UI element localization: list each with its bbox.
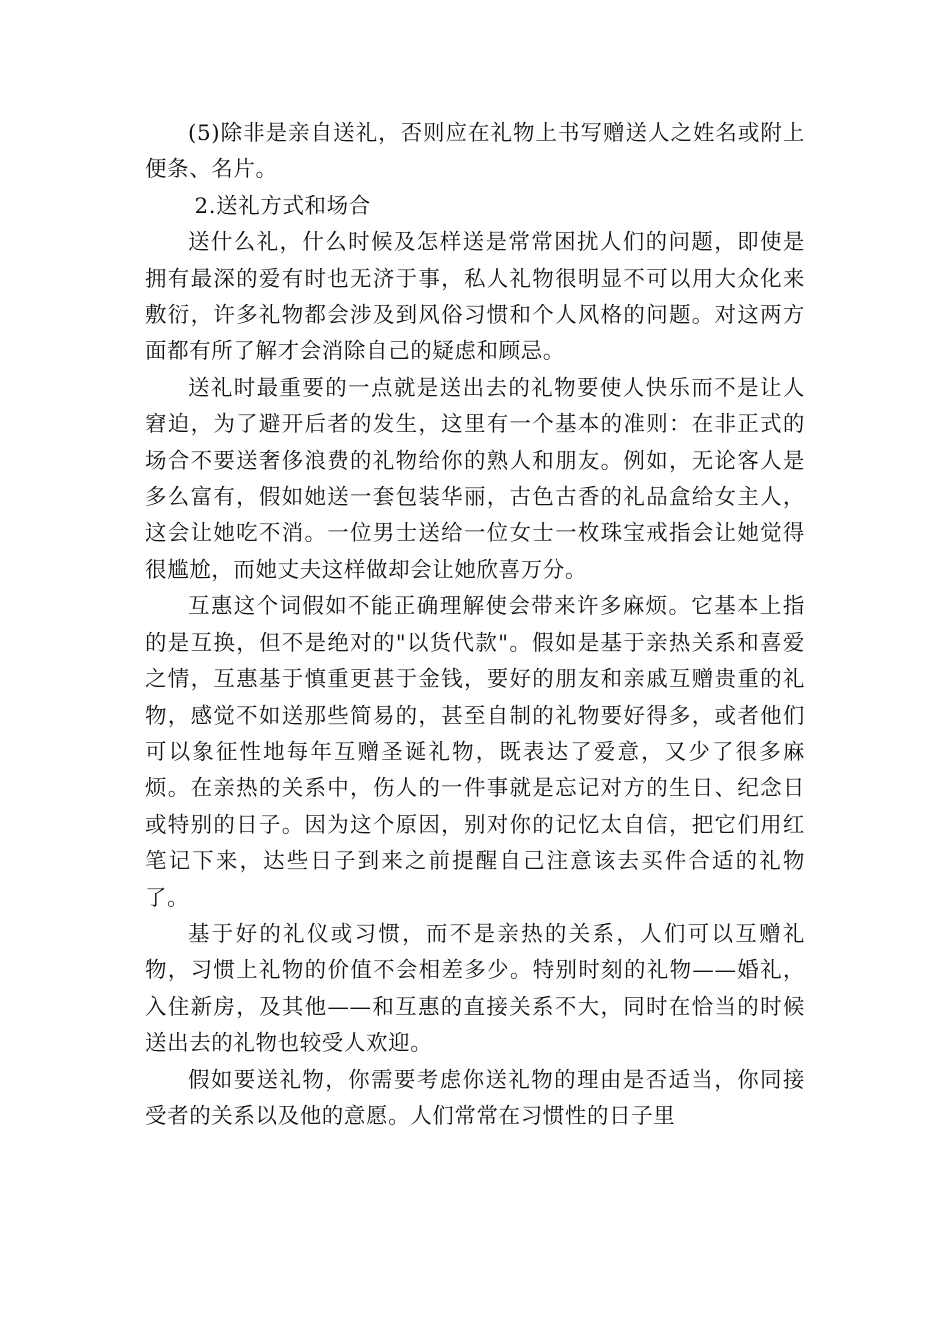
paragraph-etiquette-habit: 基于好的礼仪或习惯，而不是亲热的关系，人们可以互赠礼物，习惯上礼物的价值不会相差多少。特别时刻的礼物——婚礼，入住新房，及其他——和互惠的直接关系不大，同时在恰当的时候送出去的礼物也较受人欢迎。	[145, 921, 805, 1057]
paragraph-reciprocity: 互惠这个词假如不能正确理解使会带来许多麻烦。它基本上指的是互换，但不是绝对的"以货代款"。假如是基于亲热关系和喜爱之情，互惠基于慎重更甚于金钱，要好的朋友和亲戚互赠贵重的礼物，感觉不如送那些简易的，甚至自制的礼物要好得多，或者他们可以象征性地每年互赠圣诞礼物，既表达了爱意，又少了很多麻烦。在亲热的关系中，伤人的一件事就是忘记对方的生日、纪念日或特别的日子。因为这个原因，别对你的记忆太自信，把它们用红笔记下来，达些日子到来之前提醒自己注意该去买件合适的礼物了。	[145, 594, 805, 911]
paragraph-most-important-point: 送礼时最重要的一点就是送出去的礼物要使人快乐而不是让人窘迫，为了避开后者的发生，这里有一个基本的准则：在非正式的场合不要送奢侈浪费的礼物给你的熟人和朋友。例如，无论客人是多么富有，假如她送一套包装华丽，古色古香的礼品盒给女主人，这会让她吃不消。一位男士送给一位女士一枚珠宝戒指会让她觉得很尴尬，而她丈夫这样做却会让她欣喜万分。	[145, 375, 805, 583]
document-body	[145, 116, 805, 1135]
section-heading-gift-methods: 2.送礼方式和场合	[194, 193, 371, 219]
paragraph-what-to-give: 送什么礼，什么时候及怎样送是常常困扰人们的问题，即使是拥有最深的爱有时也无济于事，私人礼物很明显不可以用大众化来敷衍，许多礼物都会涉及到风俗习惯和个人风格的问题。对这两方面都有所了解才会消除自己的疑虑和顾忌。	[145, 230, 805, 365]
paragraph-reasons-to-give: 假如要送礼物，你需要考虑你送礼物的理由是否适当，你同接受者的关系以及他的意愿。人们常常在习惯性的日子里	[145, 1067, 805, 1129]
paragraph-gift-name-note: (5)除非是亲自送礼，否则应在礼物上书写赠送人之姓名或附上便条、名片。	[145, 121, 805, 183]
